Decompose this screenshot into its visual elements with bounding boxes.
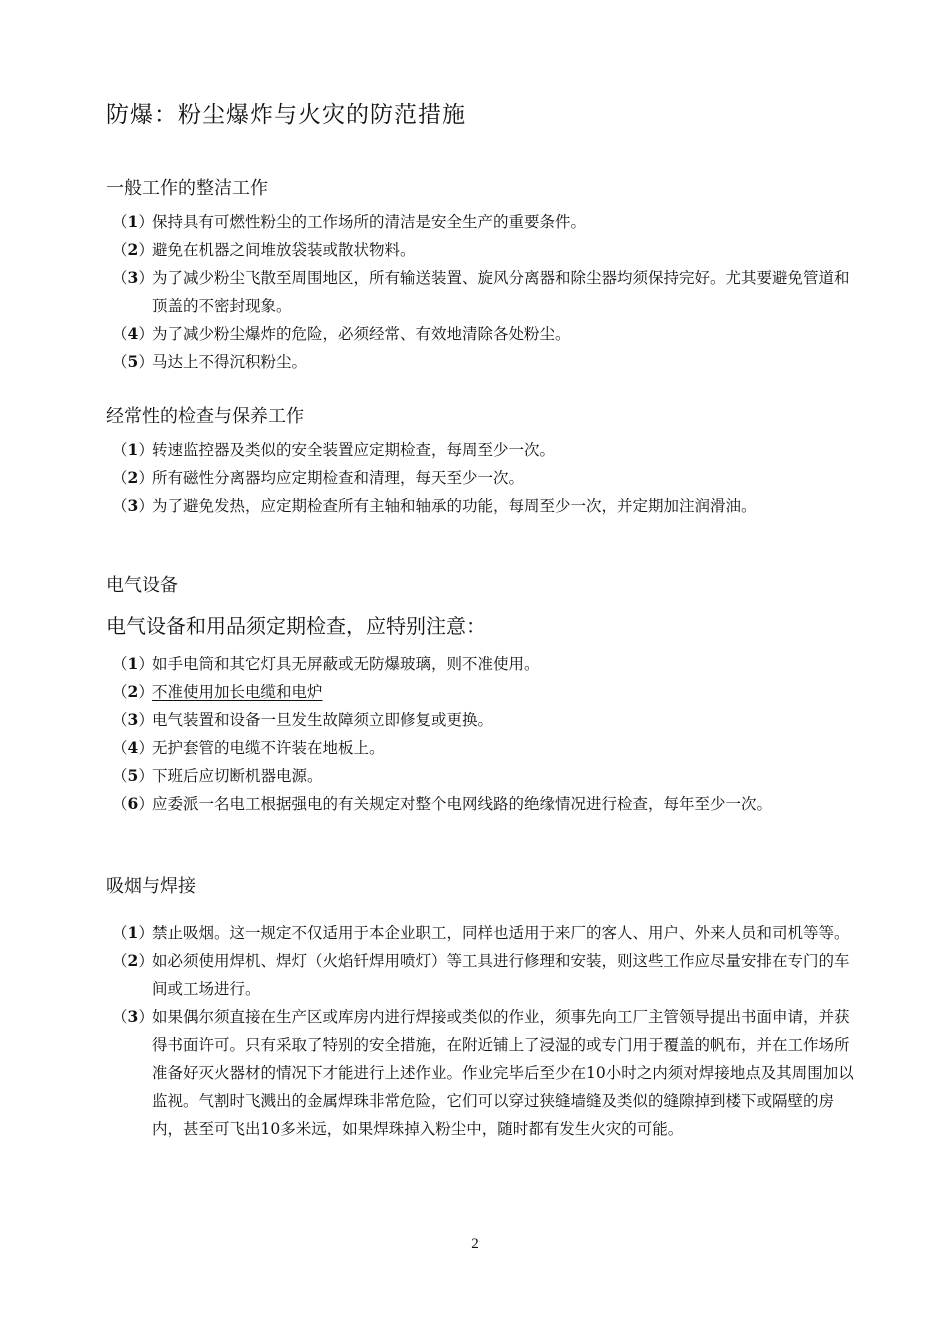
item-text: 为了减少粉尘爆炸的危险，必须经常、有效地清除各处粉尘。 [152,325,571,343]
section-heading-electrical: 电气设备 [106,575,178,596]
item-text: 下班后应切断机器电源。 [152,767,323,785]
list-item: （2） 所有磁性分离器均应定期检查和清理，每天至少一次。 [112,468,525,487]
housekeeping-list [112,208,854,376]
item-text: 如必须使用焊机、焊灯（火焰钎焊用喷灯）等工具进行修理和安装，则这些工作应尽量安排在专门的车间或工场进行。 [152,952,850,998]
item-text: 应委派一名电工根据强电的有关规定对整个电网线路的绝缘情况进行检查，每年至少一次。 [152,795,773,813]
item-text: 马达上不得沉积粉尘。 [152,353,308,371]
item-text: 电气装置和设备一旦发生故障须立即修复或更换。 [152,711,494,729]
item-text: 为了避免发热，应定期检查所有主轴和轴承的功能，每周至少一次，并定期加注润滑油。 [152,497,757,515]
electrical-intro: 电气设备和用品须定期检查，应特别注意： [106,614,486,638]
item-text: 转速监控器及类似的安全装置应定期检查，每周至少一次。 [152,441,556,459]
list-item: （2） 避免在机器之间堆放袋装或散状物料。 [112,240,416,259]
list-item: （3） 为了减少粉尘飞散至周围地区，所有输送装置、旋风分离器和除尘器均须保持完好。尤其要避免管道和顶盖的不密封现象。 [112,268,850,315]
item-text: 如手电筒和其它灯具无屏蔽或无防爆玻璃，则不准使用。 [152,655,540,673]
list-item: （1） 保持具有可燃性粉尘的工作场所的清洁是安全生产的重要条件。 [112,212,587,231]
smoking-welding-list [112,919,854,1143]
electrical-list [112,650,854,818]
item-text: 所有磁性分离器均应定期检查和清理，每天至少一次。 [152,469,525,487]
section-heading-housekeeping: 一般工作的整洁工作 [106,178,268,199]
list-item: （1） 禁止吸烟。这一规定不仅适用于本企业职工，同样也适用于来厂的客人、用户、外来人员和司机等等。 [112,923,850,942]
list-item: （1） 如手电筒和其它灯具无屏蔽或无防爆玻璃，则不准使用。 [112,654,540,673]
list-item: （5） 马达上不得沉积粉尘。 [112,352,308,371]
item-text: 为了减少粉尘飞散至周围地区，所有输送装置、旋风分离器和除尘器均须保持完好。尤其要避免管道和顶盖的不密封现象。 [152,269,850,315]
item-text: 避免在机器之间堆放袋装或散状物料。 [152,241,416,259]
list-item: （1） 转速监控器及类似的安全装置应定期检查，每周至少一次。 [112,440,556,459]
list-item: （6） 应委派一名电工根据强电的有关规定对整个电网线路的绝缘情况进行检查，每年至少一次。 [112,794,773,813]
list-item: （3） 电气装置和设备一旦发生故障须立即修复或更换。 [112,710,494,729]
section-heading-inspection: 经常性的检查与保养工作 [106,406,304,427]
item-text: 禁止吸烟。这一规定不仅适用于本企业职工，同样也适用于来厂的客人、用户、外来人员和司机等等。 [152,924,850,942]
item-text: 如果偶尔须直接在生产区或库房内进行焊接或类似的作业，须事先向工厂主管领导提出书面申请，并获得书面许可。只有采取了特别的安全措施，在附近铺上了浸湿的或专门用于覆盖的帆布，并在工作场所准备好灭火器材的情况下才能进行上述作业。作业完毕后至少在10小时之内须对焊接地点及其周围加以监视。气割时飞溅出的金属焊珠非常危险，它们可以穿过狭缝墙缝及类似的缝隙掉到楼下或隔壁的房内，甚至可飞出10多米远，如果焊珠掉入粉尘中，随时都有发生火灾的可能。 [152,1008,854,1138]
page-number: 2 [471,1236,479,1252]
inspection-list [112,436,854,520]
list-item: （2） 不准使用加长电缆和电炉 [112,682,323,701]
list-item: （3） 如果偶尔须直接在生产区或库房内进行焊接或类似的作业，须事先向工厂主管领导提出书面申请，并获得书面许可。只有采取了特别的安全措施，在附近铺上了浸湿的或专门用于覆盖的帆布，并在工作场所准备好灭火器材的情况下才能进行上述作业。作业完毕后至少在10小时之内须对焊接地点及其周围加以监视。气割时飞溅出的金属焊珠非常危险，它们可以穿过狭缝墙缝及类似的缝隙掉到楼下或隔壁的房内，甚至可飞出10多米远，如果焊珠掉入粉尘中，随时都有发生火灾的可能。 [112,1007,854,1138]
item-text: 不准使用加长电缆和电炉 [152,683,323,701]
item-text: 无护套管的电缆不许装在地板上。 [152,739,385,757]
list-item: （5） 下班后应切断机器电源。 [112,766,323,785]
list-item: （4） 为了减少粉尘爆炸的危险，必须经常、有效地清除各处粉尘。 [112,324,571,343]
list-item: （3） 为了避免发热，应定期检查所有主轴和轴承的功能，每周至少一次，并定期加注润滑油。 [112,496,757,515]
section-heading-smoking-welding: 吸烟与焊接 [106,876,196,897]
item-text: 保持具有可燃性粉尘的工作场所的清洁是安全生产的重要条件。 [152,213,587,231]
page-title: 防爆：粉尘爆炸与火灾的防范措施 [106,102,466,128]
list-item: （4） 无护套管的电缆不许装在地板上。 [112,738,385,757]
list-item: （2） 如必须使用焊机、焊灯（火焰钎焊用喷灯）等工具进行修理和安装，则这些工作应尽量安排在专门的车间或工场进行。 [112,951,850,998]
